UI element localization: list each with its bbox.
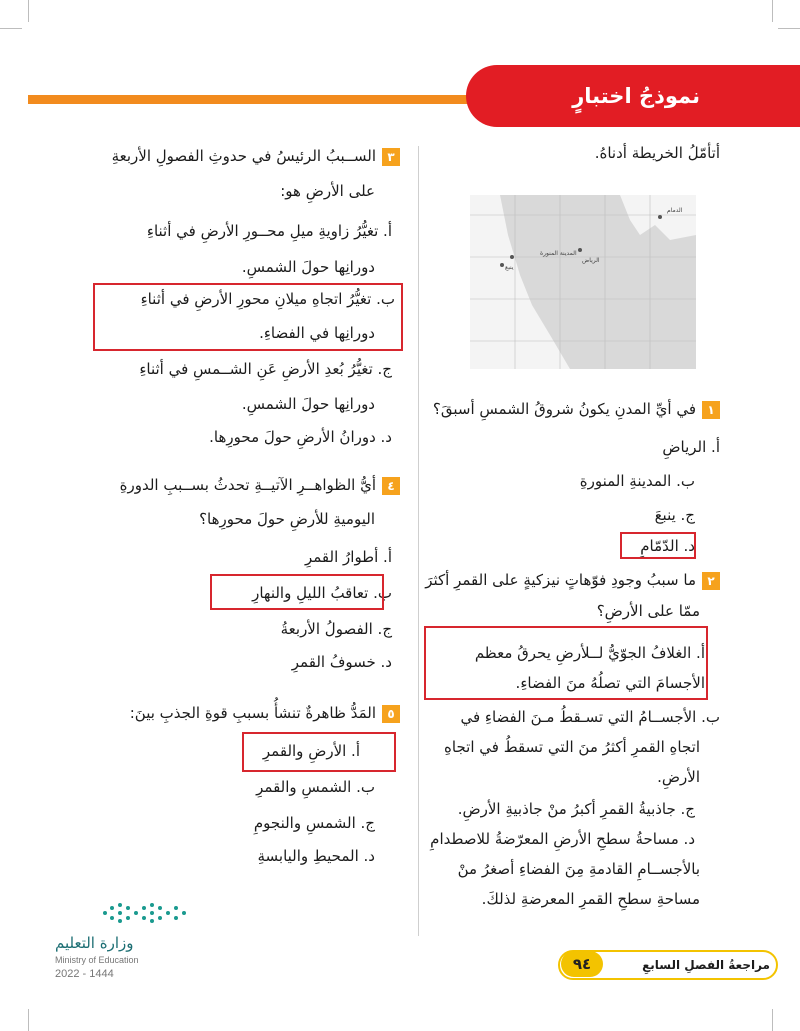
q4-option-c: ج. الفصولُ الأربعةُ [280, 620, 392, 638]
answer-highlight [424, 626, 708, 700]
q5-option-d: د. المحيطِ واليابسةِ [257, 847, 375, 865]
ministry-name-en: Ministry of Education [55, 955, 139, 965]
question-text: المَدُّ ظاهرةٌ تنشأُ بسببِ قوةِ الجذبِ بينَ: [129, 704, 376, 722]
q3-option-c-line1: ج. تغيُّرُ بُعدِ الأرضِ عَنِ الشــمسِ في أثناءِ [139, 360, 392, 378]
q2-option-d-line3: مساحةِ سطحِ القمرِ المعرضةِ لذلكَ. [481, 890, 700, 908]
page-number: ٩٤ [561, 951, 603, 977]
q3-option-a-line2: دورانِها حولَ الشمسِ. [241, 258, 375, 276]
crop-mark [772, 1009, 773, 1031]
q1-option-a: أ. الرياضِ [662, 438, 720, 456]
city-marker [510, 255, 514, 259]
crop-mark [778, 28, 800, 29]
q1-option-b: ب. المدينةِ المنورةِ [579, 472, 695, 490]
question-4 [120, 474, 400, 496]
crop-mark [28, 1009, 29, 1031]
q1-option-d: د. الدّمّامِ [640, 537, 695, 555]
q1-option-c: ج. ينبعَ [654, 506, 695, 524]
question-number: ٤ [382, 477, 400, 495]
map-city-label: الرياض [582, 257, 600, 264]
page-title: نموذجُ اختبارٍ [466, 65, 800, 127]
ministry-logo-icon [100, 900, 190, 926]
q5-option-a: أ. الأرضِ والقمرِ [262, 742, 360, 760]
q2-option-b-line3: الأرضِ. [657, 768, 700, 786]
column-divider [418, 146, 419, 936]
intro-text: أتأمّلُ الخريطة أدناهُ. [594, 144, 720, 162]
question-text: أيُّ الظواهــرِ الآتيــةِ تحدثُ بســببِ الدورةِ [119, 476, 376, 494]
q2-option-c: ج. جاذبيةُ القمرِ أكبرُ منْ جاذبيةِ الأرضِ. [457, 800, 695, 818]
edition-year: 2022 - 1444 [55, 968, 114, 980]
question-2 [425, 569, 720, 591]
q2-option-b-line2: اتجاهِ القمرِ أكثرُ منَ التي تسقطُ في اتجاهِ [444, 738, 700, 756]
q3-option-b-line2: دورانِها في الفضاءِ. [259, 324, 375, 342]
q2-option-a-line1: أ. الغلافُ الجوّيُّ لــلأرضِ يحرقُ معظم [474, 644, 705, 662]
q3-option-c-line2: دورانِها حولَ الشمسِ. [241, 395, 375, 413]
q4-option-b: ب. تعاقبُ الليلِ والنهارِ [252, 584, 392, 602]
answer-highlight [93, 283, 403, 351]
question-number: ٥ [382, 705, 400, 723]
crop-mark [0, 28, 22, 29]
q3-option-b-line1: ب. تغيُّرُ اتجاهِ ميلانِ محورِ الأرضِ في أثناءِ [140, 290, 395, 308]
city-marker [658, 215, 662, 219]
q3-option-d: د. دورانُ الأرضِ حولَ محورِها. [209, 428, 392, 446]
q2-option-a-line2: الأجسامَ التي تصلُهُ منَ الفضاءِ. [515, 674, 705, 692]
question-number: ٢ [702, 572, 720, 590]
chapter-review-label: مراجعةُ الفصلِ السابعِ [642, 958, 770, 972]
arabian-peninsula-map [470, 195, 696, 369]
question-text: الســببُ الرئيسُ في حدوثِ الفصولِ الأربعةِ [111, 147, 376, 165]
question-text: اليوميةِ للأرضِ حولَ محورِها؟ [199, 510, 375, 528]
question-text: ما سببُ وجودِ فوّهاتٍ نيزكيةٍ على القمرِ أكثرَ [425, 571, 696, 589]
question-text: ممّا على الأرضِ؟ [596, 602, 700, 620]
header-bar [28, 95, 528, 104]
q3-option-a-line1: أ. تغيُّرُ زاويةِ ميلِ محــورِ الأرضِ في أثناءِ [146, 222, 392, 240]
q5-option-c: ج. الشمسِ والنجومِ [253, 814, 375, 832]
question-number: ١ [702, 401, 720, 419]
q2-option-b-line1: ب. الأجســامُ التي تسـقطُ مـنَ الفضاءِ في [460, 708, 720, 726]
crop-mark [28, 0, 29, 22]
map-city-label: ينبع [505, 264, 514, 271]
question-3 [112, 145, 400, 167]
q4-option-d: د. خسوفُ القمرِ [291, 653, 392, 671]
crop-mark [772, 0, 773, 22]
map-city-label: المدينة المنورة [540, 250, 577, 257]
question-text: في أيِّ المدنِ يكونُ شروقُ الشمسِ أسبقَ؟ [432, 400, 696, 418]
q4-option-a: أ. أطوارُ القمرِ [304, 548, 392, 566]
ministry-name-ar: وزارة التعليم [55, 934, 134, 952]
answer-highlight [242, 732, 396, 772]
map-figure [470, 195, 696, 369]
answer-highlight [210, 574, 384, 610]
city-marker [500, 263, 504, 267]
map-city-label: الدمام [667, 207, 683, 214]
q5-option-b: ب. الشمسِ والقمرِ [256, 778, 375, 796]
answer-highlight [620, 532, 696, 559]
question-5 [130, 702, 400, 724]
question-number: ٣ [382, 148, 400, 166]
q2-option-d-line1: د. مساحةُ سطحِ الأرضِ المعرّضةُ للاصطدامِ [430, 830, 695, 848]
city-marker [578, 248, 582, 252]
question-text: على الأرضِ هو: [280, 182, 375, 200]
q2-option-d-line2: بالأجســامِ القادمةِ مِنَ الفضاءِ أصغرُ منْ [457, 860, 700, 878]
question-1 [433, 398, 720, 420]
